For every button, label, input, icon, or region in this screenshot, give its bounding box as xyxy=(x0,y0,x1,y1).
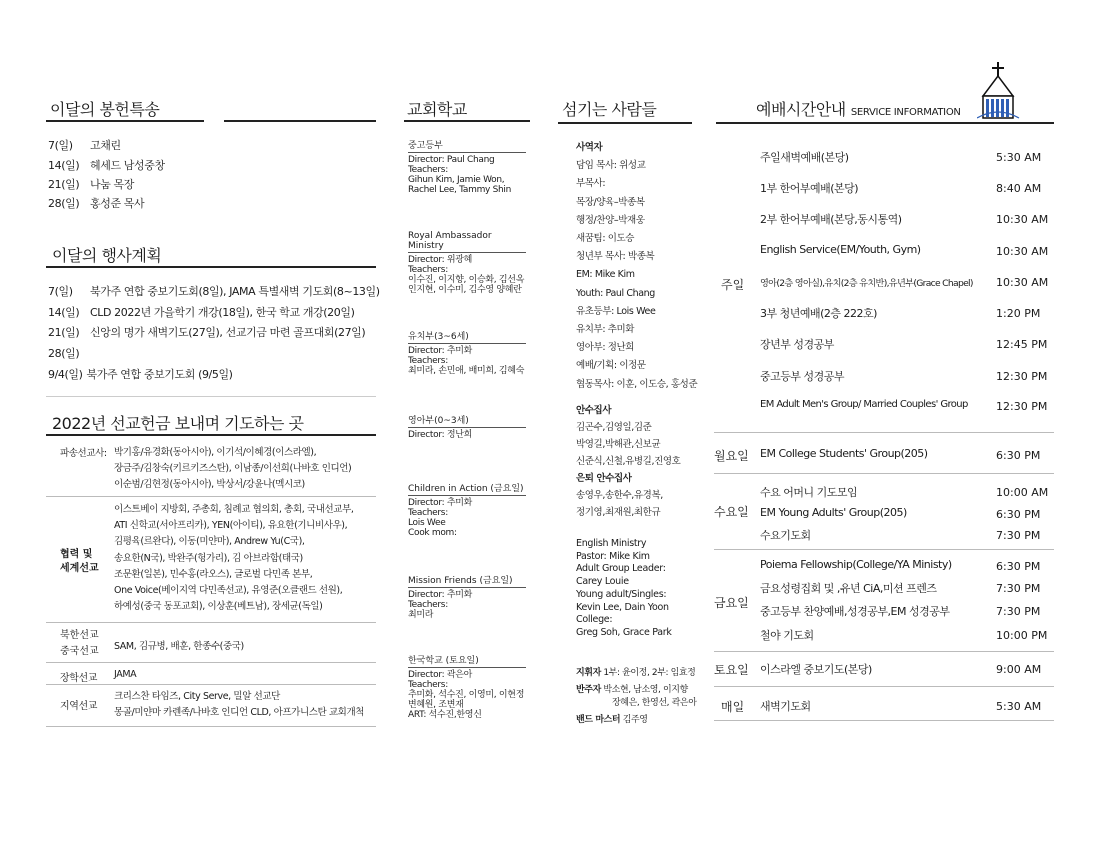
dispatch-list: 박기홍/유경화(동아시아), 이기석/이혜경(이스라엘), 장금주/김창숙(키르키즈스탄), 이남종/이선희(나바호 인디언) 이순범/김현정(동아시아), 박상서/강윤나(멕시코) xyxy=(114,447,352,490)
school-block: 한국학교 (토요일) Director: 곽은아 Teachers: 추미화, 석수진, 이영미, 이현정 변혜원, 조변재 ART: 석수진,한영신 xyxy=(408,653,526,720)
events-rule xyxy=(46,266,376,268)
divider xyxy=(46,726,376,727)
offering-row: 14(일) 헤세드 남성중창 xyxy=(48,159,165,172)
day-label-daily: 매일 xyxy=(721,700,745,714)
day-label-wednesday: 수요일 xyxy=(714,505,749,519)
event-row: 21(일) 신앙의 명가 새벽기도(27일), 선교기금 마련 골프대회(27일) xyxy=(48,326,366,339)
divider xyxy=(46,684,376,685)
school-block-head: 영아부(0~3세) xyxy=(408,413,526,428)
coop-list: 이스트베이 지방회, 주총회, 침례교 협의회, 총회, 국내선교부, ATI 신학교(서아프리카), YEN(아이티), 유요한(기니비사우), 김평육(르완다), 이동(미얀마), Andrew Yu(C국), 송요한(N국), 박완주(헝가리), 김 아브라함(태국) 조문환(일본), 민수홍(라오스), 글로벌 다민족 본부, One Voice(베이지역 다민족선교), 유영준(오클랜드 선원), 하예성(중국 동포교회), 이상훈(베트남), 장세균(독일) xyxy=(114,504,354,613)
day-label-sunday: 주일 xyxy=(721,278,745,292)
servers-staff: 사역자 담임 목사: 위성교 부목사: 목장/양육–박종복 행정/찬양–박재웅 새꿈팀: 이도승 청년부 목사: 박종복 EM: Mike Kim Youth: Paul Chang 유초등부: Lois Wee 유치부: 추미화 영아부: 정난희 예배/기획: 이정문 협동목사: 이훈, 이도승, 홍성준 xyxy=(576,142,698,390)
coop-label: 협력 및 세계선교 xyxy=(60,549,99,574)
church-icon xyxy=(977,62,1023,120)
day-label-friday: 금요일 xyxy=(714,596,749,610)
servers-deacons: 안수집사 김곤수,김영일,김준 박영길,박해관,신보균 신준식,신철,유병길,진영호 은퇴 안수집사 송영우,송한수,유경복, 정기영,최재원,최한규 xyxy=(576,405,681,518)
servers-rule xyxy=(558,122,692,124)
school-block: Royal Ambassador Ministry Director: 위광혜 Teachers: 이수진, 이지향, 이승화, 김선옥 인지현, 이수미, 김수영 양혜란 xyxy=(408,231,525,295)
school-block-head: 중고등부 xyxy=(408,138,526,153)
school-block: 영아부(0~3세) Director: 정난희 xyxy=(408,413,526,440)
divider xyxy=(714,473,1054,474)
servers-music: 지휘자 1부: 윤이정, 2부: 임효정 반주자 박소현, 남소영, 이지향 장혜은, 한영선, 곽은아 밴드 마스터 김주영 xyxy=(576,668,697,725)
offering-row: 28(일) 홍성준 목사 xyxy=(48,197,145,210)
school-block: 유치부(3~6세) Director: 추미화 Teachers: 최미라, 손민애, 배미희, 김혜숙 xyxy=(408,329,526,376)
divider xyxy=(714,432,1054,433)
missions-title: 2022년 선교헌금 보내며 기도하는 곳 xyxy=(52,414,304,433)
school-block-head: Children in Action (금요일) xyxy=(408,481,526,496)
divider xyxy=(714,549,1054,550)
event-row: 28(일) xyxy=(48,347,80,360)
event-row: 7(일) 북가주 연합 중보기도회(8일), JAMA 특별새벽 기도회(8~13일) xyxy=(48,285,380,298)
school-block-head: Mission Friends (금요일) xyxy=(408,573,526,588)
offering-row: 7(일) 고채린 xyxy=(48,139,121,152)
school-title: 교회학교 xyxy=(407,100,467,119)
school-block-head: 유치부(3~6세) xyxy=(408,329,526,344)
service-title: 예배시간안내 xyxy=(756,100,846,119)
school-block: 중고등부 Director: Paul Chang Teachers: Gihun Kim, Jamie Won, Rachel Lee, Tammy Shin xyxy=(408,138,526,195)
divider xyxy=(46,496,376,497)
school-block-head: 한국학교 (토요일) xyxy=(408,653,526,668)
divider xyxy=(46,662,376,663)
event-row: 14(일) CLD 2022년 가을학기 개강(18일), 한국 학교 개강(20일) xyxy=(48,306,355,319)
school-block: Mission Friends (금요일) Director: 추미화 Teachers: 최미라 xyxy=(408,573,526,620)
offerings-title: 이달의 봉헌특송 xyxy=(50,100,160,119)
school-block: Children in Action (금요일) Director: 추미화 Teachers: Lois Wee Cook mom: xyxy=(408,481,526,538)
service-header xyxy=(756,97,961,120)
day-label-monday: 월요일 xyxy=(714,449,749,463)
event-row: 9/4(일) 북가주 연합 중보기도회 (9/5일) xyxy=(48,368,233,381)
dispatch-label: 파송선교사: xyxy=(60,448,107,459)
offerings-rule xyxy=(46,120,204,122)
service-subtitle: SERVICE INFORMATION xyxy=(850,107,961,118)
offerings-rule-right xyxy=(224,120,376,122)
servers-title: 섬기는 사람들 xyxy=(562,100,657,119)
servers-em: English Ministry Pastor: Mike Kim Adult Group Leader: Carey Louie Young adult/Singles: Kevin Lee, Dain Yoon College: Greg Soh, Grace Park xyxy=(576,538,672,638)
school-rule xyxy=(404,120,530,122)
events-title: 이달의 행사계획 xyxy=(52,246,162,265)
divider xyxy=(46,622,376,623)
scholar-text: JAMA xyxy=(114,669,137,680)
missions-rule xyxy=(46,434,376,436)
offering-row: 21(일) 나눔 목장 xyxy=(48,178,135,191)
divider xyxy=(714,720,1054,721)
local-label: 지역선교 xyxy=(60,701,98,712)
nk-text: SAM, 김규병, 배훈, 한종수(중국) xyxy=(114,641,244,652)
scholar-label: 장학선교 xyxy=(60,673,98,684)
day-label-saturday: 토요일 xyxy=(714,663,749,677)
divider xyxy=(714,651,1054,652)
local-list: 크리스찬 타임즈, City Serve, 밀알 선교단 몽골/미얀마 카렌족/나바호 인디언 CLD, 아프가니스탄 교회개척 xyxy=(114,691,365,718)
school-block-head: Royal Ambassador Ministry xyxy=(408,231,526,253)
nk-label: 북한선교 중국선교 xyxy=(60,630,99,657)
service-rule xyxy=(716,122,1054,124)
divider xyxy=(714,686,1054,687)
events-bottom-rule xyxy=(46,396,376,397)
